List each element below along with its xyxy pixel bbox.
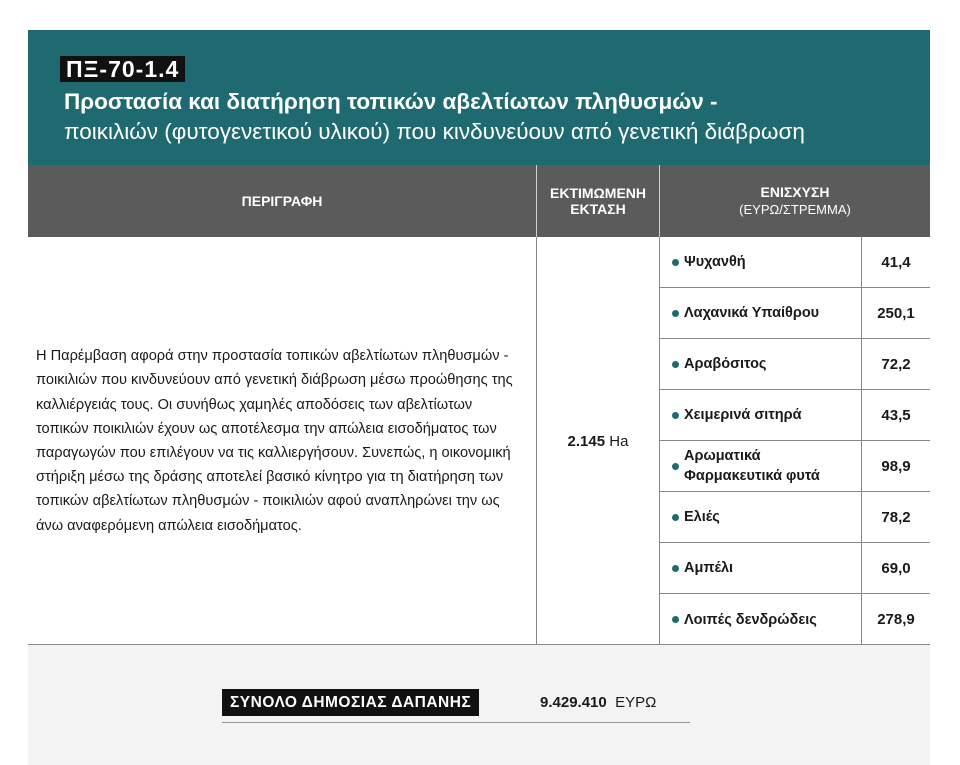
aid-row-value: 98,9 — [861, 441, 930, 491]
total-public-expenditure — [222, 687, 690, 723]
column-header-description: ΠΕΡΙΓΡΑΦΗ — [241, 193, 323, 209]
column-header-aid-line2: (ΕΥΡΩ/ΣΤΡΕΜΜΑ) — [739, 202, 851, 217]
aid-row-name: Ελιές — [684, 509, 720, 525]
aid-row-name: Λοιπές δενδρώδεις — [684, 611, 817, 628]
aid-row-value: 250,1 — [861, 288, 930, 338]
column-header-area-line2: ΕΚΤΑΣΗ — [570, 201, 626, 217]
aid-row-value: 43,5 — [861, 390, 930, 440]
bullet-icon — [672, 310, 679, 317]
aid-row-name: Αρωματικά Φαρμακευτικά φυτά — [684, 448, 820, 484]
area-value: 2.145 — [567, 432, 606, 450]
area-cell — [536, 237, 660, 645]
measure-code: ΠΞ-70-1.4 — [60, 56, 185, 82]
measure-title: Προστασία και διατήρηση τοπικών αβελτίωτων πληθυσμών - — [64, 89, 718, 114]
column-header-aid-line1: ΕΝΙΣΧΥΣΗ — [760, 184, 830, 200]
bullet-icon — [672, 412, 679, 419]
column-header-aid — [660, 165, 930, 237]
total-value: 9.429.410 — [540, 694, 607, 711]
total-label: ΣΥΝΟΛΟ ΔΗΜΟΣΙΑΣ ΔΑΠΑΝΗΣ — [222, 689, 479, 716]
aid-row-aromatic-plants — [660, 441, 930, 492]
total-unit: ΕΥΡΩ — [615, 694, 657, 711]
total-amount — [540, 689, 656, 716]
description-cell — [28, 237, 536, 645]
aid-row-name: Χειμερινά σιτηρά — [684, 407, 802, 423]
aid-row-olives — [660, 492, 930, 543]
aid-row-value: 78,2 — [861, 492, 930, 542]
bullet-icon — [672, 514, 679, 521]
aid-row-other-trees — [660, 594, 930, 645]
bullet-icon — [672, 565, 679, 572]
aid-row-name: Αραβόσιτος — [684, 356, 767, 372]
aid-row-maize — [660, 339, 930, 390]
column-header-area-line1: ΕΚΤΙΜΩΜΕΝΗ — [550, 185, 646, 201]
aid-row-winter-cereals — [660, 390, 930, 441]
bullet-icon — [672, 259, 679, 266]
aid-row-name: Λαχανικά Υπαίθρου — [684, 305, 820, 321]
aid-list — [660, 237, 930, 645]
aid-row-name: Ψυχανθή — [684, 254, 746, 270]
aid-row-vegetables — [660, 288, 930, 339]
aid-row-value: 41,4 — [861, 237, 930, 287]
aid-row-value: 69,0 — [861, 543, 930, 593]
aid-row-value: 278,9 — [861, 594, 930, 645]
aid-row-value: 72,2 — [861, 339, 930, 389]
description-text: Η Παρέμβαση αφορά στην προστασία τοπικών αβελτίωτων πληθυσμών - ποικιλιών που κινδυνεύουν από γενετική διάβρωση μέσω προώθησης της καλλιέργειάς τους. Οι συνήθως χαμηλές αποδόσεις των αβελτίωτων τοπικών ποικιλιών έχουν ως αποτέλεσμα την απώλεια εισοδήματος των παραγωγών που επιλέγουν να τις καλλιεργήσουν. Συνεπώς, η οικονομική στήριξη μέσω της δράσης αποτελεί βασικό κίνητρο για τη διατήρηση των τοπικών αβελτίωτων πληθυσμών - ποικιλιών αφού αναπληρώνει την ως άνω αναφερόμενη απώλεια εισοδήματος. — [36, 348, 513, 534]
bullet-icon — [672, 616, 679, 623]
aid-row-vineyard — [660, 543, 930, 594]
area-unit: Ha — [609, 432, 629, 450]
measure-card — [28, 30, 930, 765]
measure-header — [28, 30, 930, 165]
table-body — [28, 237, 930, 645]
bullet-icon — [672, 463, 679, 470]
bullet-icon — [672, 361, 679, 368]
aid-row-name: Αμπέλι — [684, 560, 734, 576]
aid-row-legumes — [660, 237, 930, 288]
column-header-area — [536, 165, 660, 237]
measure-subtitle: ποικιλιών (φυτογενετικού υλικού) που κινδυνεύουν από γενετική διάβρωση — [64, 119, 805, 144]
table-header — [28, 165, 930, 237]
